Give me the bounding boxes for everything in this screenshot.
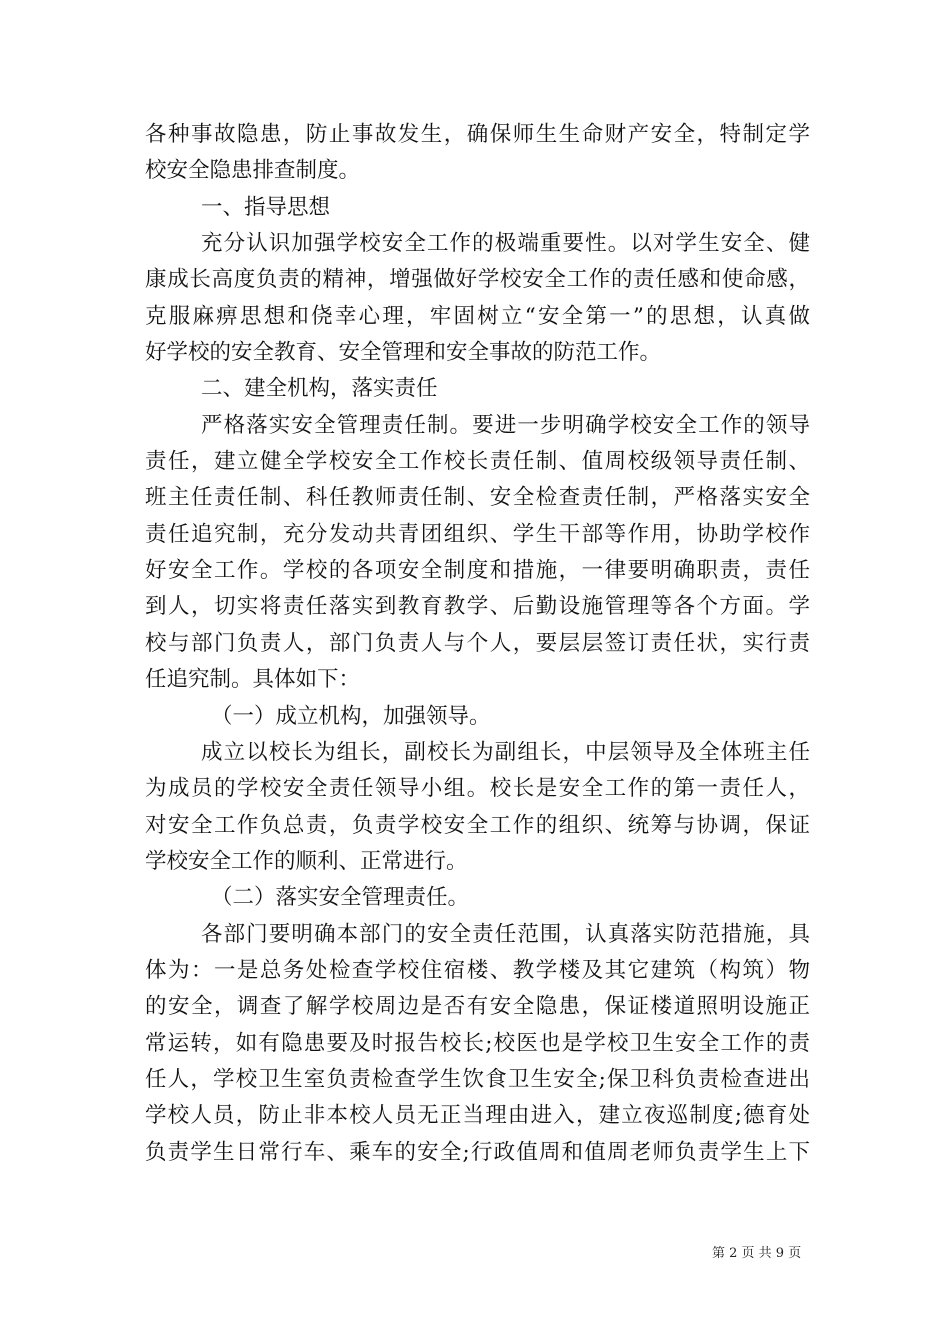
- text-line: 成立以校长为组长，副校长为副组长，中层领导及全体班主任: [201, 739, 810, 765]
- document-body: [145, 117, 810, 1171]
- text-line: 负责学生日常行车、乘车的安全;行政值周和值周老师负责学生上下: [145, 1139, 810, 1165]
- text-line: 班主任责任制、科任教师责任制、安全检查责任制，严格落实安全: [145, 485, 810, 511]
- page-number: 第 2 页 共 9 页: [712, 1246, 802, 1261]
- text-line: 的安全，调查了解学校周边是否有安全隐患，保证楼道照明设施正: [145, 994, 810, 1020]
- subsection-heading: （一）成立机构，加强领导。: [211, 703, 491, 729]
- text-line: 到人，切实将责任落实到教育教学、后勤设施管理等各个方面。学: [145, 594, 810, 620]
- text-line: 学校安全工作的顺利、正常进行。: [145, 848, 468, 874]
- text-line: 任追究制。具体如下：: [145, 667, 361, 693]
- text-line: 充分认识加强学校安全工作的极端重要性。以对学生安全、健: [201, 231, 810, 257]
- text-line: 任人，学校卫生室负责检查学生饮食卫生安全;保卫科负责检查进出: [145, 1066, 810, 1092]
- text-line: 责任追究制，充分发动共青团组织、学生干部等作用，协助学校作: [145, 521, 810, 547]
- text-line: 为成员的学校安全责任领导小组。校长是安全工作的第一责任人，: [145, 776, 810, 802]
- text-line: 学校人员，防止非本校人员无正当理由进入，建立夜巡制度;德育处: [145, 1103, 810, 1129]
- text-line: 责任，建立健全学校安全工作校长责任制、值周校级领导责任制、: [145, 449, 810, 475]
- section-heading: 二、建全机构，落实责任: [201, 376, 438, 402]
- text-line: 各种事故隐患，防止事故发生，确保师生生命财产安全，特制定学: [145, 122, 810, 147]
- section-heading: 一、指导思想: [201, 194, 331, 220]
- subsection-heading: （二）落实安全管理责任。: [211, 885, 470, 911]
- text-line: 校与部门负责人，部门负责人与个人，要层层签订责任状，实行责: [145, 630, 810, 656]
- text-line: 康成长高度负责的精神，增强做好学校安全工作的责任感和使命感，: [145, 267, 810, 293]
- text-line: 体为：一是总务处检查学校住宿楼、教学楼及其它建筑（构筑）物: [145, 957, 810, 983]
- text-line: 各部门要明确本部门的安全责任范围，认真落实防范措施，具: [201, 921, 810, 947]
- text-line: 常运转，如有隐患要及时报告校长;校医也是学校卫生安全工作的责: [145, 1030, 810, 1056]
- text-line: 对安全工作负总责，负责学校安全工作的组织、统筹与协调，保证: [145, 812, 810, 838]
- text-line: 严格落实安全管理责任制。要进一步明确学校安全工作的领导: [201, 412, 810, 438]
- text-line: 好安全工作。学校的各项安全制度和措施，一律要明确职责，责任: [145, 558, 810, 584]
- text-line: 克服麻痹思想和侥幸心理，牢固树立“安全第一”的思想，认真做: [145, 303, 810, 329]
- text-line: 校安全隐患排查制度。: [145, 158, 361, 184]
- text-line: 好学校的安全教育、安全管理和安全事故的防范工作。: [145, 340, 662, 366]
